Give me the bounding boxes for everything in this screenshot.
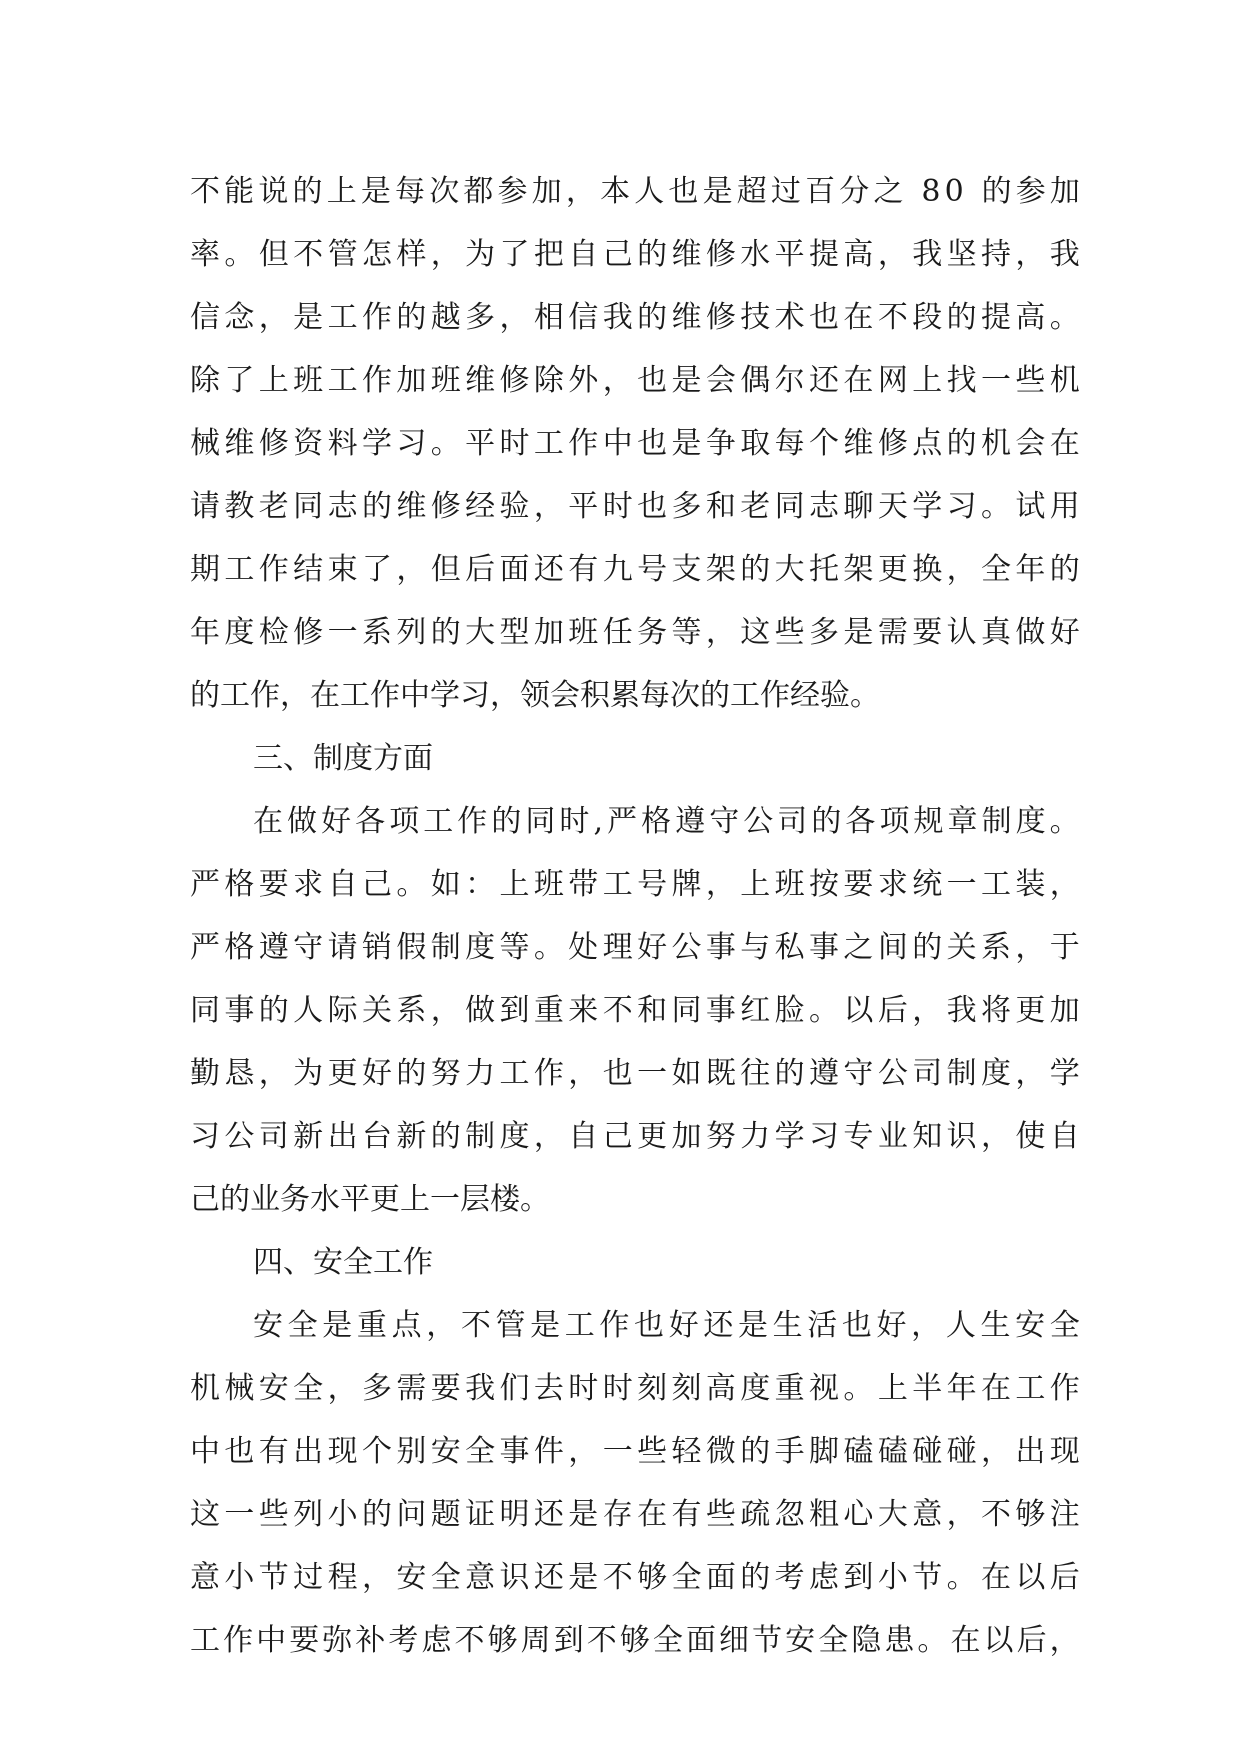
section-heading: 四、安全工作 [253, 1245, 433, 1280]
text-line: 率 。 但 不 管 怎 样 ， 为 了 把 自 己 的 维 修 水 平 提 高 ， 我 坚 持 ， 我 [190, 237, 1080, 272]
text-line: 机 械 安 全 ， 多 需 要 我 们 去 时 时 刻 刻 高 度 重 视 。 上 半 年 在 工 作 [190, 1371, 1080, 1406]
document-page [190, 160, 1080, 1672]
section-heading: 三、制度方面 [253, 741, 433, 776]
text-line: 严 格 遵 守 请 销 假 制 度 等 。 处 理 好 公 事 与 私 事 之 间 的 关 系 ， 于 [190, 930, 1080, 965]
text-line: 工 作 中 要 弥 补 考 虑 不 够 周 到 不 够 全 面 细 节 安 全 隐 患 。 在 以 后 ， [190, 1623, 1080, 1658]
text-line: 不 能 说 的 上 是 每 次 都 参 加 ， 本 人 也 是 超 过 百 分 之 8 0 的 参 加 [190, 174, 1080, 209]
text-line: 的工作，在工作中学习，领会积累每次的工作经验。 [190, 678, 880, 713]
text-line: 年 度 检 修 一 系 列 的 大 型 加 班 任 务 等 ， 这 些 多 是 需 要 认 真 做 好 [190, 615, 1080, 650]
text-line: 中 也 有 出 现 个 别 安 全 事 件 ， 一 些 轻 微 的 手 脚 磕 磕 碰 碰 ， 出 现 [190, 1434, 1080, 1469]
text-line: 勤 恳 ， 为 更 好 的 努 力 工 作 ， 也 一 如 既 往 的 遵 守 公 司 制 度 ， 学 [190, 1056, 1080, 1091]
text-line: 严 格 要 求 自 己 。 如 ： 上 班 带 工 号 牌 ， 上 班 按 要 求 统 一 工 装 ， [190, 867, 1080, 902]
paragraph-first-line: 安 全 是 重 点 ， 不 管 是 工 作 也 好 还 是 生 活 也 好 ， 人 生 安 全 [253, 1308, 1080, 1343]
text-line: 期 工 作 结 束 了 ， 但 后 面 还 有 九 号 支 架 的 大 托 架 更 换 ， 全 年 的 [190, 552, 1080, 587]
text-line: 械 维 修 资 料 学 习 。 平 时 工 作 中 也 是 争 取 每 个 维 修 点 的 机 会 在 [190, 426, 1080, 461]
text-line: 意 小 节 过 程 ， 安 全 意 识 还 是 不 够 全 面 的 考 虑 到 小 节 。 在 以 后 [190, 1560, 1080, 1595]
text-line: 除 了 上 班 工 作 加 班 维 修 除 外 ， 也 是 会 偶 尔 还 在 网 上 找 一 些 机 [190, 363, 1080, 398]
text-line: 同 事 的 人 际 关 系 ， 做 到 重 来 不 和 同 事 红 脸 。 以 后 ， 我 将 更 加 [190, 993, 1080, 1028]
text-line: 习 公 司 新 出 台 新 的 制 度 ， 自 己 更 加 努 力 学 习 专 业 知 识 ， 使 自 [190, 1119, 1080, 1154]
text-line: 请 教 老 同 志 的 维 修 经 验 ， 平 时 也 多 和 老 同 志 聊 天 学 习 。 试 用 [190, 489, 1080, 524]
text-line: 这 一 些 列 小 的 问 题 证 明 还 是 存 在 有 些 疏 忽 粗 心 大 意 ， 不 够 注 [190, 1497, 1080, 1532]
paragraph-first-line: 在 做 好 各 项 工 作 的 同 时 , 严 格 遵 守 公 司 的 各 项 规 章 制 度 。 [253, 804, 1080, 839]
text-line: 己的业务水平更上一层楼。 [190, 1182, 550, 1217]
text-line: 信 念 ， 是 工 作 的 越 多 ， 相 信 我 的 维 修 技 术 也 在 不 段 的 提 高 。 [190, 300, 1080, 335]
